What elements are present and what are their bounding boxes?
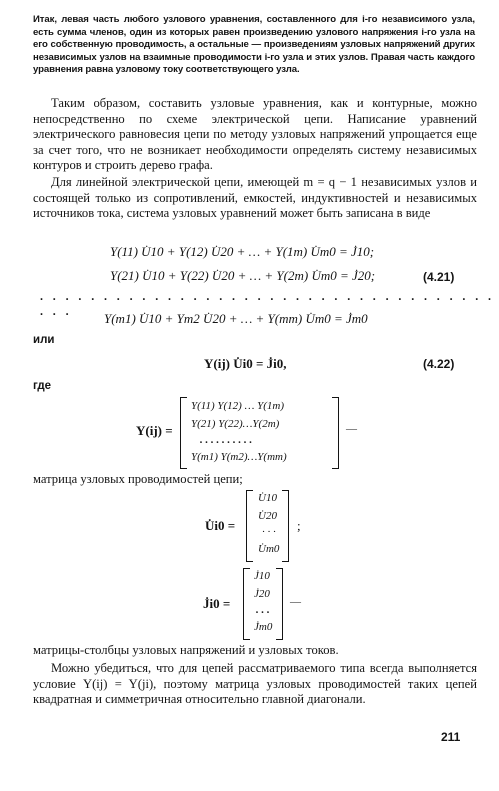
u-column-label: U̇i0 =	[205, 518, 236, 533]
page-number: 211	[441, 730, 461, 744]
y-matrix-left-bracket	[180, 397, 187, 469]
j-column-entry-dots: . . .	[256, 604, 270, 616]
equation-4-22: Y(ij) U̇i0 = J̇i0,	[204, 356, 287, 371]
j-column-right-bracket	[276, 568, 283, 640]
j-column-dash: —	[290, 596, 301, 608]
equation-row-1: Y(11) U̇10 + Y(12) U̇20 + … + Y(1m) U̇m0 = J̇10;	[110, 244, 375, 259]
y-matrix-row-2: Y(21) Y(22)…Y(2m)	[191, 418, 280, 430]
y-matrix-right-bracket	[332, 397, 339, 469]
word-or: или	[33, 334, 55, 346]
j-column-entry-2: J̇20	[254, 588, 270, 600]
y-matrix-label: Y(ij) =	[136, 423, 173, 438]
u-column-entry-dots: · · ·	[262, 526, 276, 538]
word-where: где	[33, 380, 52, 392]
y-matrix-row-dots: . . . . . . . . . .	[200, 434, 253, 446]
u-column-entry-2: U̇20	[258, 510, 277, 522]
equation-number-4-21: (4.21)	[423, 270, 455, 284]
j-column-entry-1: J̇10	[254, 570, 270, 582]
u-column-entry-1: U̇10	[258, 492, 277, 504]
y-matrix-row-m: Y(m1) Y(m2)…Y(mm)	[191, 451, 287, 463]
text-matrix-description: матрица узловых проводимостей цепи;	[33, 472, 243, 486]
equation-number-4-22: (4.22)	[423, 357, 455, 371]
j-column-label: J̇i0 =	[203, 596, 231, 611]
j-column-entry-m: J̇m0	[254, 621, 273, 633]
paragraph-2: Для линейной электрической цепи, имеющей m = q − 1 независимых узлов и состоящей только из сопротивлений, емкостей, индуктивностей и независимых источников тока, система узловых уравнений может быть записана в виде	[33, 175, 477, 221]
y-matrix-row-1: Y(11) Y(12) … Y(1m)	[191, 400, 284, 412]
equation-row-m: Y(m1) U̇10 + Ym2 U̇20 + … + Y(mm) U̇m0 = J̇m0	[104, 311, 368, 326]
equation-ellipsis-dots: . . . . . . . . . . . . . . . . . . . . . . . . . . . . . . . . . . . . . . .	[40, 289, 495, 318]
paragraph-1: Таким образом, составить узловые уравнения, как и контурные, можно непосредственно по схеме электрической цепи. Написание уравнений электрического равновесия цепи по методу узловых напряжений упрощается еще за счет того, что не возникает необходимости определять систему независимых контуров и строить дерево графа.	[33, 96, 477, 173]
j-column-left-bracket	[243, 568, 250, 640]
paragraph-3: Можно убедиться, что для цепей рассматриваемого типа всегда выполняется условие Y(ij) = Y(ji), поэтому матрица узловых проводимостей таких цепей квадратная и симметричная относительно главной диагонали.	[33, 661, 477, 707]
y-matrix-dash: —	[346, 423, 357, 435]
equation-row-2: Y(21) U̇10 + Y(22) U̇20 + … + Y(2m) U̇m0 = J̇20;	[110, 268, 376, 283]
summary-note: Итак, левая часть любого узлового уравнения, составленного для i-го независимого узла, есть сумма членов, один из которых равен произведению узлового напряжения i-го узла на его собственную проводимость, а остальные — произведениям узловых напряжений других независимых узлов на взаимные проводимости i-го узла и этих узлов. Правая часть каждого уравнения равна узловому току соответствующего узла.	[33, 14, 475, 76]
text-columns-description: матрицы-столбцы узловых напряжений и узловых токов.	[33, 643, 339, 657]
u-column-entry-m: U̇m0	[258, 543, 280, 555]
u-column-semicolon: ;	[297, 518, 301, 533]
u-column-left-bracket	[246, 490, 253, 562]
u-column-right-bracket	[282, 490, 289, 562]
